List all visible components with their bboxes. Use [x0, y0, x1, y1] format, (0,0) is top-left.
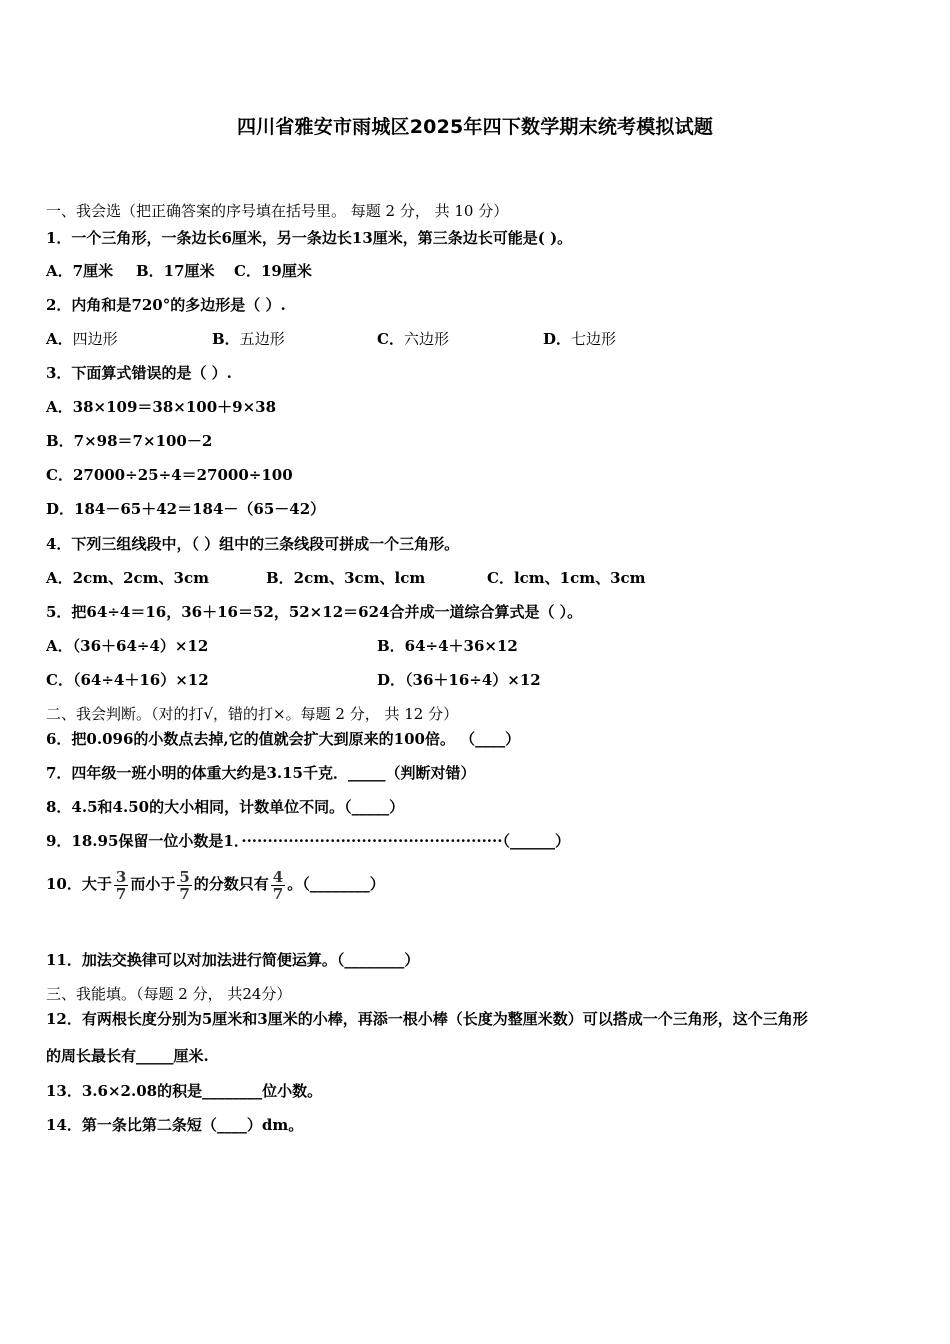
question-14: 14．第一条比第二条短（____）dm。: [46, 1116, 304, 1134]
question-1: 1．一个三角形，一条边长6厘米，另一条边长13厘米，第三条边长可能是( )。: [46, 229, 573, 247]
q1-option-b: B．17厘米: [136, 262, 215, 280]
q1-option-a: A．7厘米: [46, 262, 114, 280]
section-heading-1: 一、我会选（把正确答案的序号填在括号里。 每题 2 分， 共 10 分）: [46, 202, 509, 220]
q2-option-b: B．五边形: [212, 330, 285, 348]
section-heading-3: 三、我能填。（每题 2 分， 共24分）: [46, 985, 292, 1003]
q2-option-a: A．四边形: [46, 330, 118, 348]
question-12-line-1: 12．有两根长度分别为5厘米和3厘米的小棒，再添一根小棒（长度为整厘米数）可以搭成一个三角形，这个三角形: [46, 1010, 808, 1028]
question-5: 5．把64÷4＝16，36＋16＝52，52×12＝624合并成一道综合算式是（ ）。: [46, 603, 583, 621]
q10-mid: 而小于: [130, 875, 176, 893]
page-title: 四川省雅安市雨城区2025年四下数学期末统考模拟试题: [236, 116, 714, 138]
q4-option-a: A．2cm、2cm、3cm: [46, 569, 209, 587]
q3-option-d: D．184－65＋42＝184－（65－42）: [46, 500, 326, 518]
q3-option-b: B．7×98＝7×100－2: [46, 432, 213, 450]
question-10: [46, 866, 385, 902]
fraction-5-7: $\frac{5}{7}$: [179, 867, 190, 903]
q5-option-a: A．（36＋64÷4）×12: [46, 637, 209, 655]
question-11: 11．加法交换律可以对加法进行简便运算。（________）: [46, 951, 420, 969]
q2-option-c: C．六边形: [377, 330, 449, 348]
q10-prefix: 10．大于: [46, 875, 112, 893]
q5-option-b: B．64÷4＋36×12: [377, 637, 518, 655]
q3-option-a: A．38×109＝38×100＋9×38: [46, 398, 277, 416]
question-7: 7．四年级一班小明的体重大约是3.15千克．_____（判断对错）: [46, 764, 476, 782]
q10-suffix: 。（________）: [287, 875, 385, 893]
q1-option-c: C．19厘米: [234, 262, 312, 280]
question-9: 9．18.95保留一位小数是1．··················································（______）: [46, 832, 570, 850]
section-heading-2: 二、我会判断。（对的打√，错的打×。每题 2 分， 共 12 分）: [46, 705, 459, 723]
question-12-line-2: 的周长最长有_____厘米.: [46, 1047, 209, 1065]
question-2: 2．内角和是720°的多边形是（ ）.: [46, 296, 286, 314]
q2-option-d: D．七边形: [543, 330, 617, 348]
q4-option-c: C．lcm、1cm、3cm: [487, 569, 646, 587]
fraction-4-7: $\frac{4}{7}$: [272, 867, 284, 903]
question-6: 6．把0.096的小数点去掉,它的值就会扩大到原来的100倍。 （____）: [46, 730, 521, 748]
q5-option-c: C．（64÷4＋16）×12: [46, 671, 209, 689]
q10-mid2: 的分数只有: [193, 875, 269, 893]
question-4: 4．下列三组线段中，（ ）组中的三条线段可拼成一个三角形。: [46, 535, 460, 553]
question-3: 3．下面算式错误的是（ ）.: [46, 364, 232, 382]
question-13: 13．3.6×2.08的积是________位小数。: [46, 1082, 323, 1100]
q4-option-b: B．2cm、3cm、lcm: [266, 569, 426, 587]
q3-option-c: C．27000÷25÷4＝27000÷100: [46, 466, 293, 484]
fraction-3-7: $\frac{3}{7}$: [115, 867, 127, 903]
q5-option-d: D．（36＋16÷4）×12: [377, 671, 541, 689]
question-8: 8．4.5和4.50的大小相同，计数单位不同。（_____）: [46, 798, 405, 816]
